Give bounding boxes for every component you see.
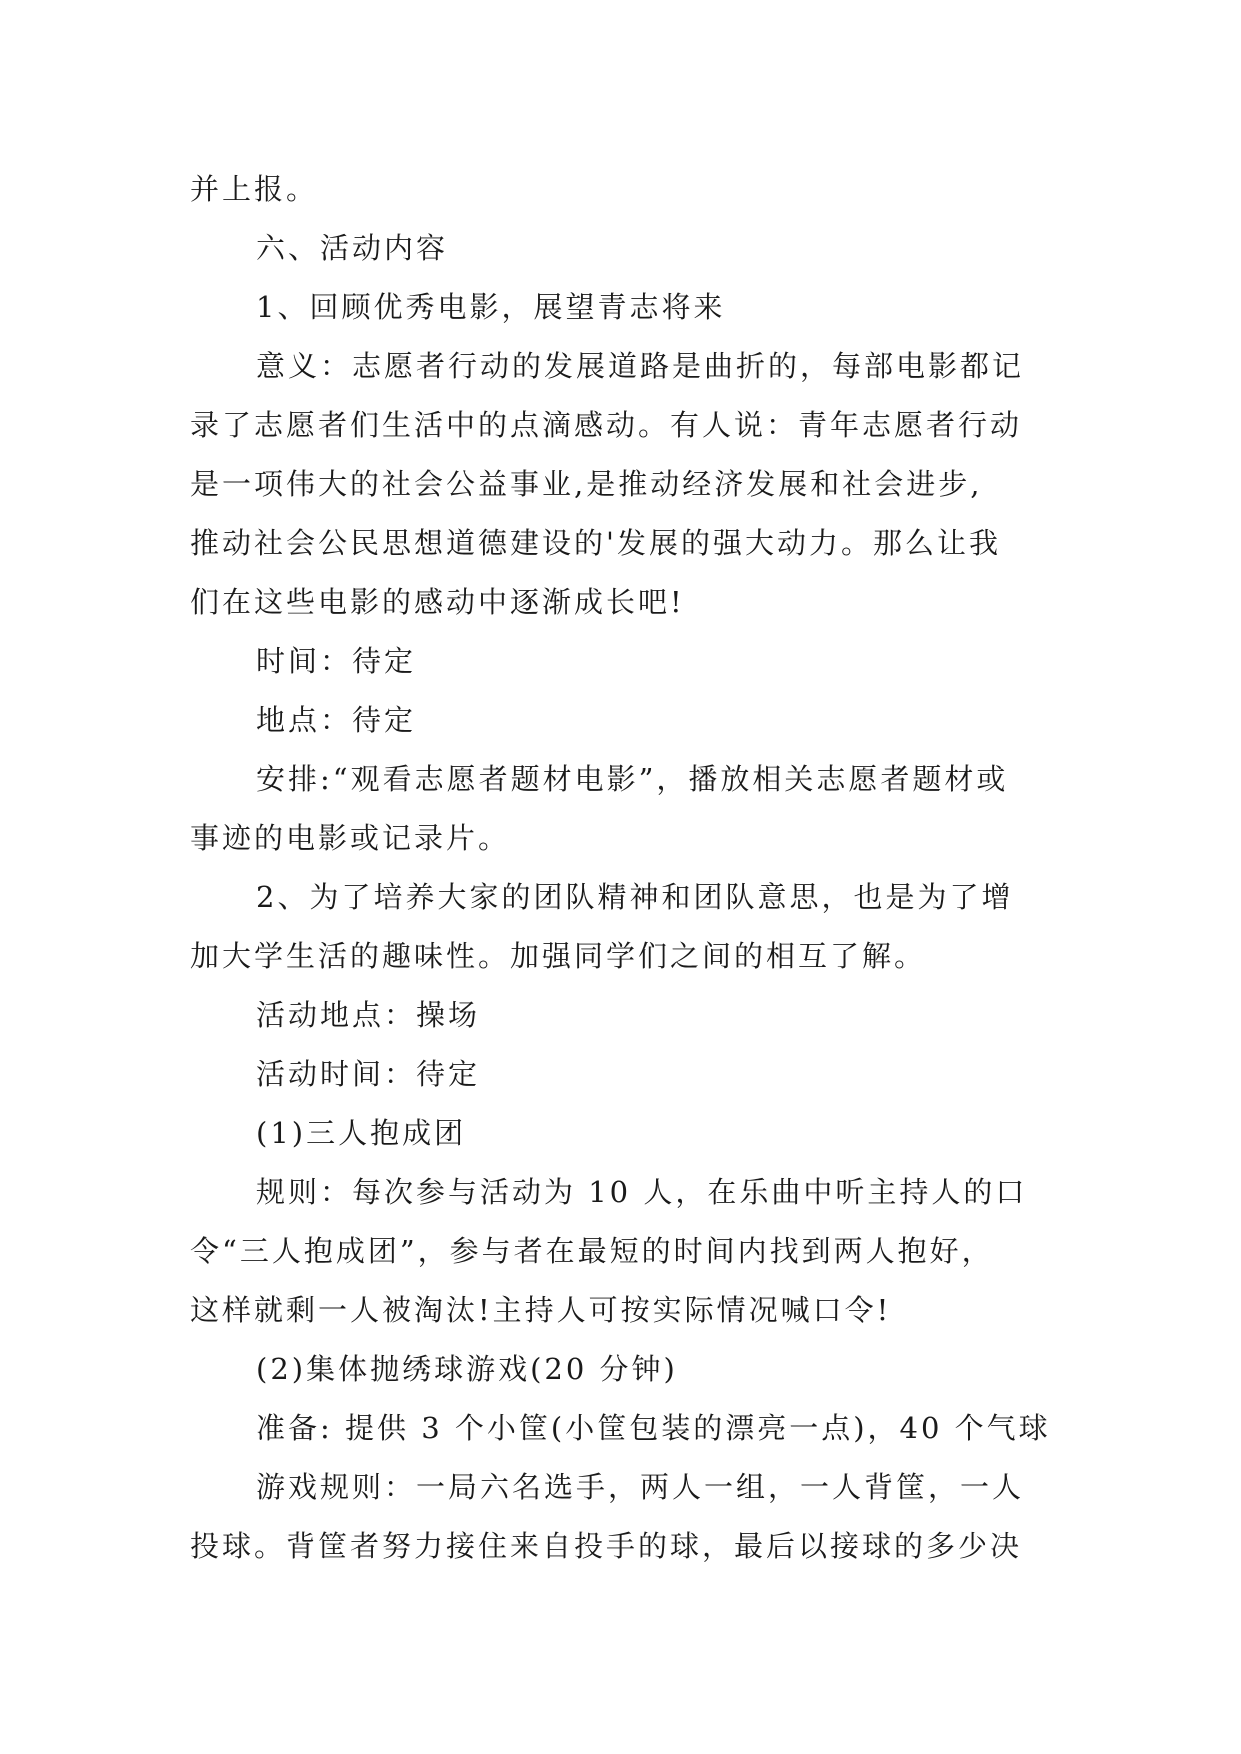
paragraph-line: 这样就剩一人被淘汰!主持人可按实际情况喊口令!	[190, 1293, 892, 1327]
paragraph-line: 并上报。	[190, 172, 319, 206]
paragraph-line: 意义：志愿者行动的发展道路是曲折的，每部电影都记	[256, 349, 1025, 383]
paragraph-line: 规则：每次参与活动为 10 人，在乐曲中听主持人的口	[256, 1175, 1028, 1209]
paragraph-line: 地点：待定	[256, 703, 417, 737]
subsection-heading: 1、回顾优秀电影，展望青志将来	[256, 290, 726, 324]
paragraph-line: 时间：待定	[256, 644, 417, 678]
subsection-heading: 2、为了培养大家的团队精神和团队意思，也是为了增	[256, 880, 1014, 914]
item-heading: (2)集体抛绣球游戏(20 分钟)	[256, 1352, 678, 1386]
paragraph-line: 活动时间：待定	[256, 1057, 481, 1091]
paragraph-line: 投球。背筐者努力接住来自投手的球，最后以接球的多少决	[190, 1529, 1023, 1563]
paragraph-line: 加大学生活的趣味性。加强同学们之间的相互了解。	[190, 939, 927, 973]
paragraph-line: 准备: 提供 3 个小筐(小筐包装的漂亮一点)，40 个气球	[256, 1411, 1051, 1445]
paragraph-line: 安排:“观看志愿者题材电影”，播放相关志愿者题材或	[256, 762, 1009, 796]
paragraph-line: 游戏规则：一局六名选手，两人一组，一人背筐，一人	[256, 1470, 1025, 1504]
paragraph-line: 们在这些电影的感动中逐渐成长吧!	[190, 585, 685, 619]
document-body	[190, 160, 1060, 1576]
section-heading: 六、活动内容	[256, 231, 449, 265]
paragraph-line: 推动社会公民思想道德建设的'发展的强大动力。那么让我	[190, 526, 1001, 560]
paragraph-line: 活动地点：操场	[256, 998, 481, 1032]
paragraph-line: 事迹的电影或记录片。	[190, 821, 511, 855]
paragraph-line: 令“三人抱成团”，参与者在最短的时间内找到两人抱好，	[190, 1234, 994, 1268]
paragraph-line: 是一项伟大的社会公益事业,是推动经济发展和社会进步,	[190, 467, 983, 501]
paragraph-line: 录了志愿者们生活中的点滴感动。有人说：青年志愿者行动	[190, 408, 1023, 442]
item-heading: (1)三人抱成团	[256, 1116, 467, 1150]
